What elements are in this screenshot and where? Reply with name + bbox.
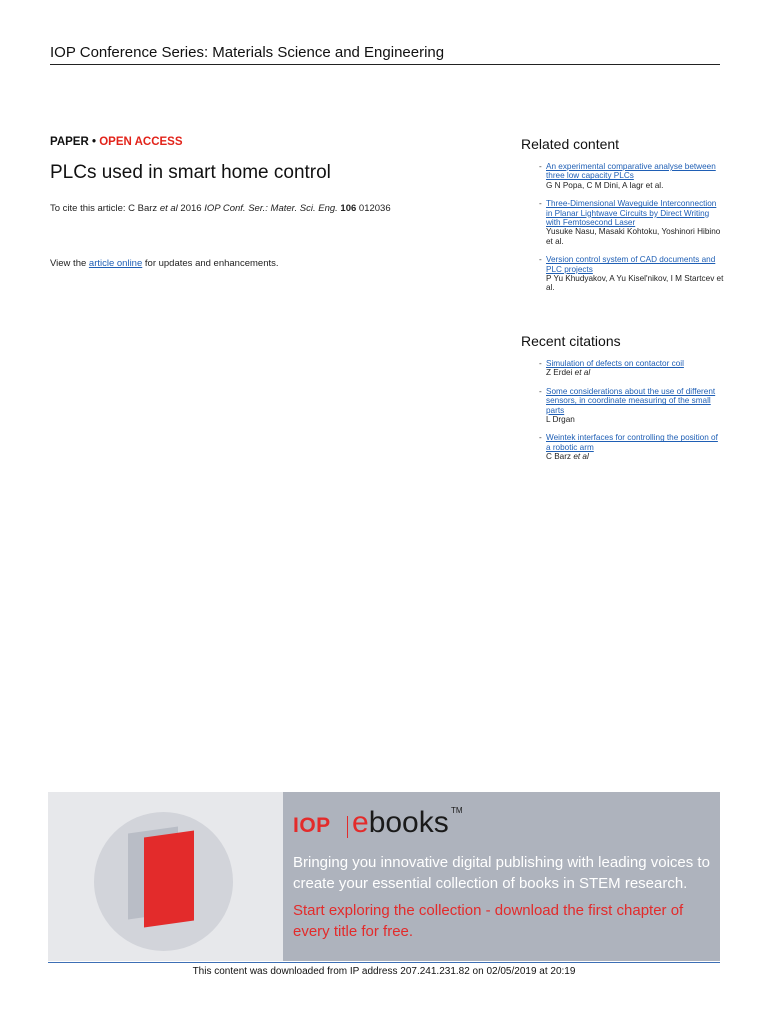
- list-dash: -: [539, 359, 542, 368]
- citation-item-link[interactable]: Simulation of defects on contactor coil: [546, 359, 684, 368]
- paper-label: PAPER: [50, 136, 89, 148]
- citation-item: [539, 359, 724, 378]
- related-item: [539, 162, 724, 190]
- citation-journal: IOP Conf. Ser.: Mater. Sci. Eng.: [204, 203, 338, 214]
- related-item-authors: G N Popa, C M Dini, A Iagr et al.: [546, 180, 664, 190]
- citation-line: [50, 203, 391, 214]
- related-item: [539, 255, 724, 293]
- list-dash: -: [539, 199, 542, 209]
- view-online-line: [50, 258, 279, 269]
- footer-divider: [48, 962, 720, 963]
- citation-item-link[interactable]: Weintek interfaces for controlling the position of a robotic arm: [546, 433, 718, 452]
- logo-ebooks-text: ebooks: [352, 806, 449, 839]
- citation-etal: et al: [159, 203, 178, 214]
- citation-article-number: 012036: [358, 203, 391, 214]
- recent-citations-heading: Recent citations: [521, 333, 621, 349]
- related-item-link[interactable]: Version control system of CAD documents and PLC projects: [546, 255, 716, 274]
- view-prefix: View the: [50, 258, 87, 269]
- open-access-label: OPEN ACCESS: [99, 136, 183, 148]
- citation-item-authors: C Barz et al: [546, 452, 589, 462]
- related-content-heading: Related content: [521, 136, 620, 152]
- citation-volume: 106: [340, 203, 357, 214]
- citation-year: 2016: [180, 203, 202, 214]
- banner-graphic-panel: [48, 792, 283, 961]
- list-dash: -: [539, 386, 542, 396]
- list-dash: -: [539, 255, 542, 265]
- label-separator: •: [91, 136, 97, 148]
- banner-tagline: Bringing you innovative digital publishing with leading voices to create your essential collection of books in STEM research.: [293, 854, 710, 892]
- related-item-link[interactable]: Three-Dimensional Waveguide Interconnection in Planar Lightwave Circuits by Direct Writing with Femtosecond Laser: [546, 199, 717, 228]
- related-item: [539, 199, 724, 246]
- citation-prefix: To cite this article: C Barz: [50, 203, 158, 214]
- citation-item-link[interactable]: Some considerations about the use of different sensors, in coordinate measuring of the small parts: [546, 386, 716, 415]
- related-item-authors: P Yu Khudyakov, A Yu Kisel'nikov, I M Startcev et al.: [546, 274, 724, 293]
- related-item-link[interactable]: An experimental comparative analyse between three low capacity PLCs: [546, 162, 716, 181]
- book-front-graphic: [144, 830, 194, 927]
- logo-separator: [347, 816, 348, 838]
- logo-iop-text: IOP: [293, 814, 331, 837]
- citation-item-authors: L Drgan: [546, 415, 575, 425]
- view-suffix: for updates and enhancements.: [144, 258, 279, 269]
- journal-header: [50, 42, 720, 65]
- related-item-authors: Yusuke Nasu, Masaki Kohtoku, Yoshinori Hibino et al.: [546, 227, 721, 246]
- citation-item: [539, 387, 724, 425]
- related-content-list: [539, 162, 724, 302]
- recent-citations-list: [539, 359, 724, 471]
- download-notice: This content was downloaded from IP address 207.241.231.82 on 02/05/2019 at 20:19: [192, 966, 576, 977]
- journal-series-name: IOP Conference Series: Materials Science and Engineering: [50, 44, 445, 61]
- list-dash: -: [539, 433, 542, 443]
- logo-trademark: TM: [451, 806, 463, 815]
- article-online-link[interactable]: article online: [88, 258, 143, 269]
- paper-type-label: [50, 136, 183, 148]
- citation-item-authors: Z Erdei et al: [546, 368, 591, 378]
- article-title: PLCs used in smart home control: [50, 162, 331, 183]
- list-dash: -: [539, 162, 542, 171]
- ebooks-advert-banner[interactable]: [48, 792, 720, 961]
- citation-item: [539, 433, 724, 461]
- banner-call-to-action[interactable]: Start exploring the collection - download the first chapter of every title for free.: [293, 902, 684, 940]
